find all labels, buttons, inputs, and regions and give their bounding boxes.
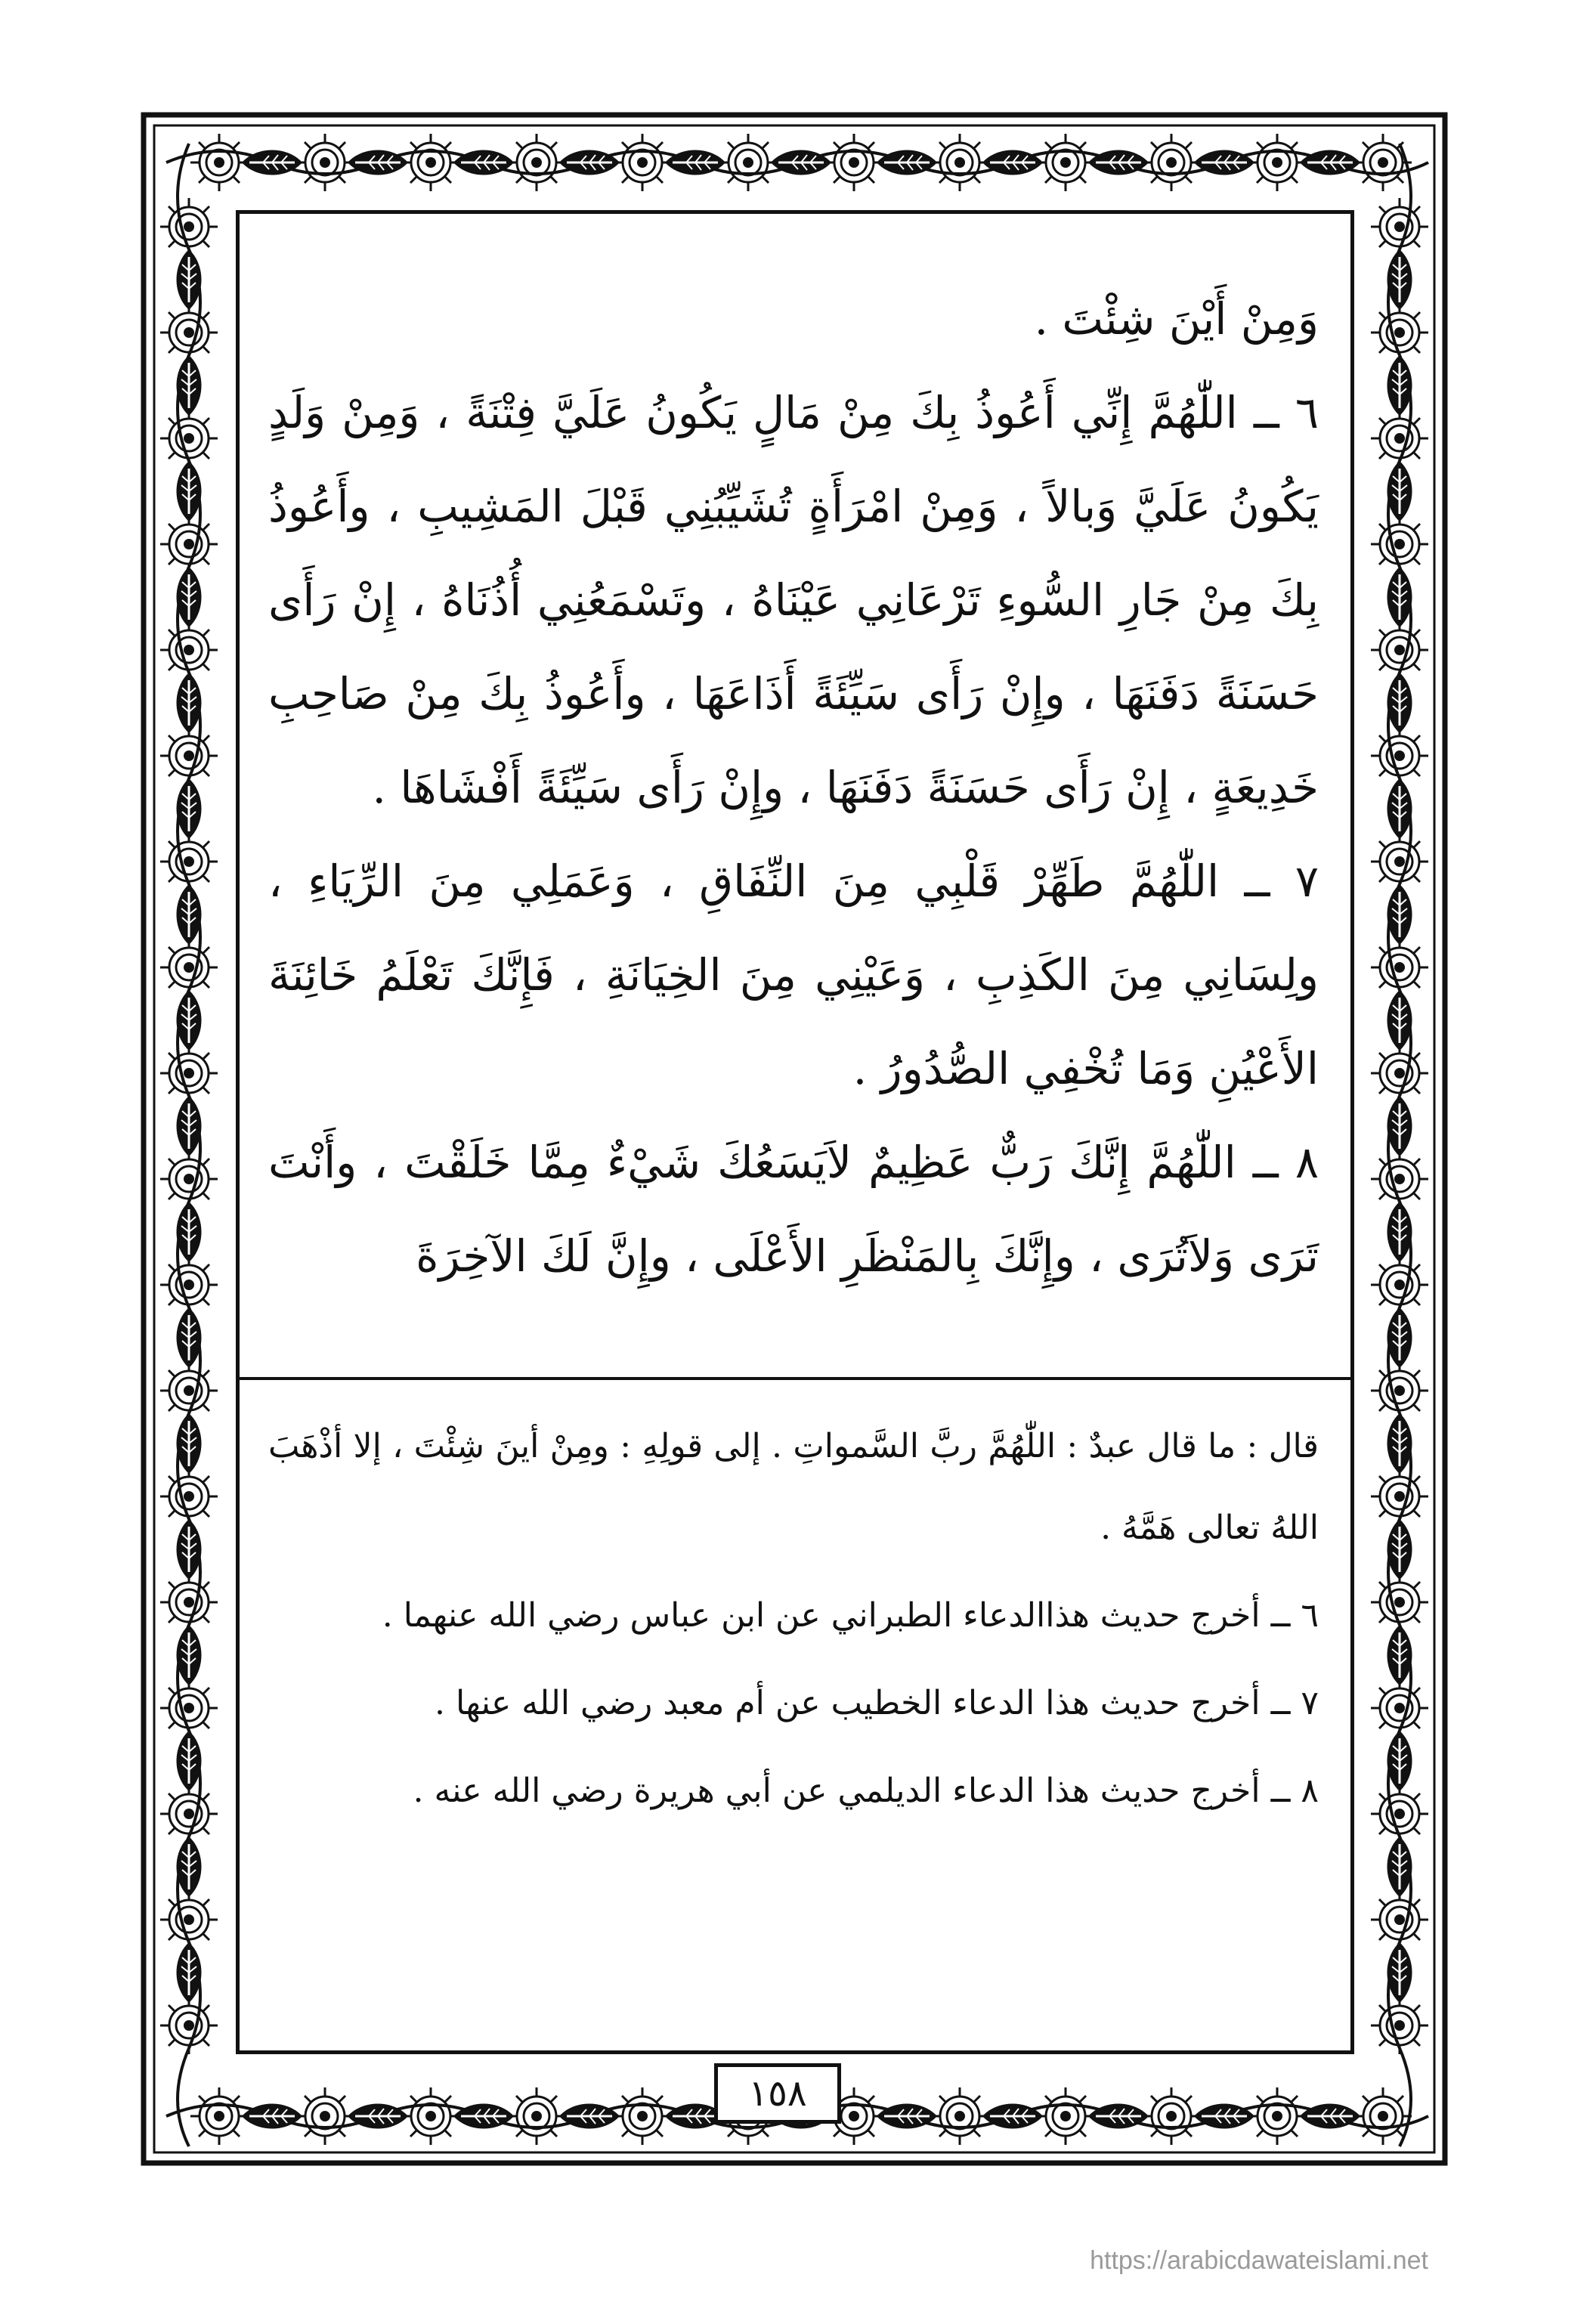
rosette-icon xyxy=(1371,727,1428,784)
rosette-icon xyxy=(160,1468,218,1525)
rosette-icon xyxy=(190,134,248,191)
main-paragraph-8: ٨ ــ اللّٰهُمَّ إِنَّكَ رَبٌّ عَظِيمٌ لاَيَسَعُكَ شَيْءٌ مِمَّا خَلَقْتَ ، وأَنْتَ تَرَى وَلاَتُرَى ، وإِنَّكَ بِالمَنْظَرِ الأَعْلَى ، وإِنَّ لَكَ الآخِرَةَ xyxy=(268,1137,1319,1282)
rosette-icon xyxy=(1371,1468,1428,1525)
rosette-icon xyxy=(614,2087,671,2145)
rosette-icon xyxy=(614,134,671,191)
leaf-icon xyxy=(177,1202,202,1262)
leaf-icon xyxy=(177,355,202,416)
rosette-icon xyxy=(160,410,218,467)
leaf-icon xyxy=(1387,355,1412,416)
rosette-icon xyxy=(160,1679,218,1737)
rosette-icon xyxy=(160,1574,218,1631)
main-paragraph-7: ٧ ــ اللّٰهُمَّ طَهِّرْ قَلْبِي مِنَ النِّفَاقِ ، وَعَمَلِي مِنَ الرِّيَاءِ ، ولِسَانِي مِنَ الكَذِبِ ، وَعَيْنِي مِنَ الخِيَانَةِ ، فَإِنَّكَ تَعْلَمُ خَائِنَةَ الأَعْيُنِ وَمَا تُخْفِي الصُّدُورُ . xyxy=(268,856,1319,1094)
footnote-7: ٧ ــ أخرج حديث هذا الدعاء الخطيب عن أم معبد رضي الله عنها . xyxy=(435,1684,1319,1722)
rosette-icon xyxy=(825,134,883,191)
main-text-block xyxy=(268,272,1319,1303)
leaf-icon xyxy=(177,1519,202,1580)
page-number xyxy=(714,2063,841,2124)
leaf-icon xyxy=(1387,1202,1412,1262)
rosette-icon xyxy=(1037,134,1094,191)
rosette-icon xyxy=(296,134,354,191)
rosette-icon xyxy=(1248,2087,1306,2145)
leaf-icon xyxy=(177,1837,202,1897)
main-paragraph-continuation: وَمِنْ أَيْنَ شِئْتَ . xyxy=(1034,293,1319,345)
rosette-icon xyxy=(1143,134,1200,191)
rosette-icon xyxy=(1371,621,1428,679)
leaf-icon xyxy=(177,461,202,521)
leaf-icon xyxy=(1387,1096,1412,1156)
rosette-icon xyxy=(160,727,218,784)
leaf-icon xyxy=(1387,990,1412,1051)
rosette-icon xyxy=(1371,1044,1428,1102)
rosette-icon xyxy=(160,198,218,255)
rosette-icon xyxy=(160,304,218,361)
rosette-icon xyxy=(1371,833,1428,890)
rosette-icon xyxy=(1371,1785,1428,1843)
rosette-icon xyxy=(1371,1891,1428,1948)
rosette-icon xyxy=(719,134,777,191)
leaf-icon xyxy=(177,567,202,627)
rosette-icon xyxy=(1371,515,1428,573)
rosette-icon xyxy=(160,1891,218,1948)
rosette-icon xyxy=(508,134,565,191)
rosette-icon xyxy=(1354,2087,1412,2145)
rosette-icon xyxy=(402,2087,459,2145)
leaf-icon xyxy=(1387,673,1412,733)
footnote-continuation: قال : ما قال عبدٌ : اللّٰهُمَّ ربَّ السَّمواتِ . إلى قولِهِ : ومِنْ أينَ شِئْتَ ، إلا أذْهَبَ اللهُ تعالى هَمَّهُ . xyxy=(268,1427,1319,1547)
leaf-icon xyxy=(177,1625,202,1685)
rosette-icon xyxy=(160,939,218,996)
rosette-icon xyxy=(1371,1574,1428,1631)
leaf-icon xyxy=(1387,778,1412,839)
rosette-icon xyxy=(296,2087,354,2145)
leaf-icon xyxy=(1387,1731,1412,1791)
rosette-icon xyxy=(190,2087,248,2145)
leaf-icon xyxy=(1387,461,1412,521)
leaf-icon xyxy=(177,1096,202,1156)
rosette-icon xyxy=(160,833,218,890)
rosette-icon xyxy=(160,1256,218,1314)
footnote-8: ٨ ــ أخرج حديث هذا الدعاء الديلمي عن أبي هريرة رضي الله عنه . xyxy=(413,1772,1319,1810)
rosette-icon xyxy=(160,515,218,573)
rosette-icon xyxy=(1371,1150,1428,1208)
leaf-icon xyxy=(177,1731,202,1791)
leaf-icon xyxy=(177,673,202,733)
rosette-icon xyxy=(1371,1679,1428,1737)
page-number-text: ١٥٨ xyxy=(748,2072,807,2115)
rosette-icon xyxy=(1371,304,1428,361)
leaf-icon xyxy=(177,1413,202,1474)
rosette-icon xyxy=(160,1362,218,1419)
footnotes-block xyxy=(268,1406,1319,1838)
rosette-icon xyxy=(1354,134,1412,191)
rosette-icon xyxy=(402,134,459,191)
rosette-icon xyxy=(160,1150,218,1208)
rosette-icon xyxy=(1371,410,1428,467)
footnote-divider xyxy=(236,1377,1354,1380)
rosette-icon xyxy=(508,2087,565,2145)
watermark-url: https://arabicdawateislami.net xyxy=(1090,2246,1428,2275)
rosette-icon xyxy=(160,1997,218,2054)
leaf-icon xyxy=(1387,1625,1412,1685)
rosette-icon xyxy=(931,2087,988,2145)
leaf-icon xyxy=(1387,1413,1412,1474)
rosette-icon xyxy=(1371,198,1428,255)
rosette-icon xyxy=(931,134,988,191)
leaf-icon xyxy=(177,990,202,1051)
rosette-icon xyxy=(160,621,218,679)
leaf-icon xyxy=(1387,249,1412,310)
rosette-icon xyxy=(160,1785,218,1843)
leaf-icon xyxy=(177,249,202,310)
rosette-icon xyxy=(1248,134,1306,191)
leaf-icon xyxy=(1387,884,1412,945)
leaf-icon xyxy=(1387,1837,1412,1897)
leaf-icon xyxy=(177,884,202,945)
leaf-icon xyxy=(177,778,202,839)
leaf-icon xyxy=(1387,1307,1412,1368)
footnote-6: ٦ ــ أخرج حديث هذاالدعاء الطبراني عن ابن عباس رضي الله عنهما . xyxy=(382,1596,1319,1635)
leaf-icon xyxy=(1387,1942,1412,2003)
rosette-icon xyxy=(1371,1997,1428,2054)
rosette-icon xyxy=(160,1044,218,1102)
rosette-icon xyxy=(1371,939,1428,996)
main-paragraph-6: ٦ ــ اللّٰهُمَّ إِنِّي أَعُوذُ بِكَ مِنْ مَالٍ يَكُونُ عَلَيَّ فِتْنَةً ، وَمِنْ وَلَدٍ يَكُونُ عَلَيَّ وَبالاً ، وَمِنْ امْرَأَةٍ تُشَيِّبُنِي قَبْلَ المَشِيبِ ، وأَعُوذُ بِكَ مِنْ جَارِ السُّوءِ تَرْعَانِي عَيْنَاهُ ، وتَسْمَعُنِي أُذُنَاهُ ، إِنْ رَأَى حَسَنَةً دَفَنَهَا ، وإِنْ رَأَى سَيِّئَةً أَذَاعَهَا ، وأَعُوذُ بِكَ مِنْ صَاحِبِ خَدِيعَةٍ ، إِنْ رَأَى حَسَنَةً دَفَنَهَا ، وإِنْ رَأَى سَيِّئَةً أَفْشَاهَا . xyxy=(268,387,1319,813)
leaf-icon xyxy=(177,1307,202,1368)
rosette-icon xyxy=(1371,1362,1428,1419)
leaf-icon xyxy=(177,1942,202,2003)
leaf-icon xyxy=(1387,567,1412,627)
rosette-icon xyxy=(1037,2087,1094,2145)
rosette-icon xyxy=(1371,1256,1428,1314)
rosette-icon xyxy=(1143,2087,1200,2145)
leaf-icon xyxy=(1387,1519,1412,1580)
